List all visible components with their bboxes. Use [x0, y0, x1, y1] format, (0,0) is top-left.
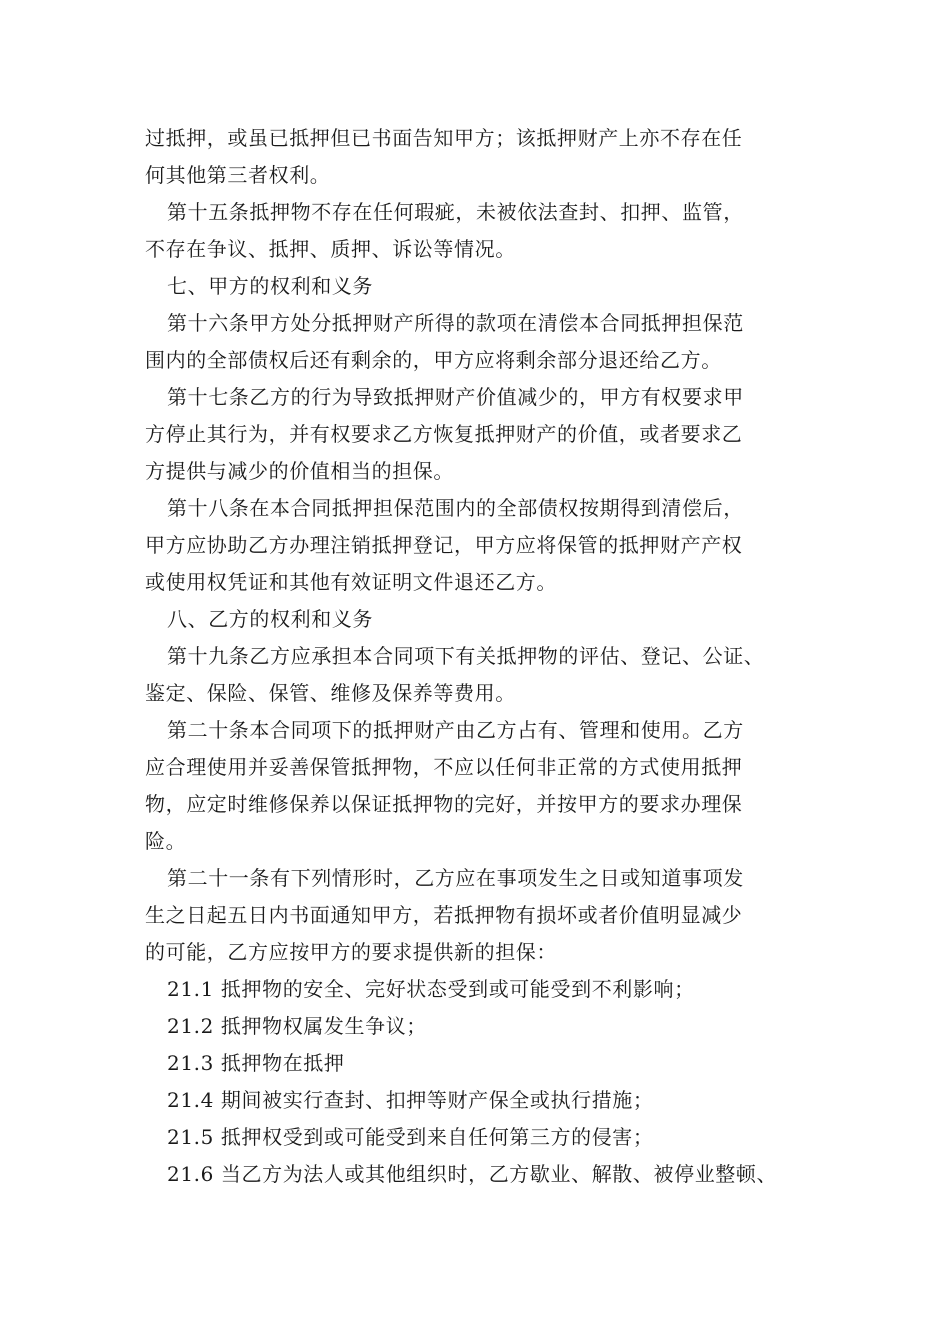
- clause-19-line: 第十九条乙方应承担本合同项下有关抵押物的评估、登记、公证、: [167, 644, 765, 668]
- list-item-21-1: 21.1 抵押物的安全、完好状态受到或可能受到不利影响；: [167, 977, 695, 1001]
- list-item-21-4: 21.4 期间被实行查封、扣押等财产保全或执行措施；: [167, 1088, 654, 1112]
- clause-15-line: 第十五条抵押物不存在任何瑕疵，未被依法查封、扣押、监管，: [167, 200, 744, 224]
- text-line: 生之日起五日内书面通知甲方，若抵押物有损坏或者价值明显减少: [145, 903, 743, 927]
- clause-16-line: 第十六条甲方处分抵押财产所得的款项在清偿本合同抵押担保范: [167, 311, 744, 335]
- text-line: 应合理使用并妥善保管抵押物，不应以任何非正常的方式使用抵押: [145, 755, 743, 779]
- text-line: 物，应定时维修保养以保证抵押物的完好，并按甲方的要求办理保: [145, 792, 743, 816]
- text-line: 甲方应协助乙方办理注销抵押登记，甲方应将保管的抵押财产产权: [145, 533, 743, 557]
- clause-17-line: 第十七条乙方的行为导致抵押财产价值减少的，甲方有权要求甲: [167, 385, 744, 409]
- section-heading-7: 七、甲方的权利和义务: [167, 274, 373, 298]
- text-line: 鉴定、保险、保管、维修及保养等费用。: [145, 681, 516, 705]
- list-item-21-3: 21.3 抵押物在抵押: [167, 1051, 345, 1075]
- list-item-21-2: 21.2 抵押物权属发生争议；: [167, 1014, 427, 1038]
- list-item-21-6: 21.6 当乙方为法人或其他组织时，乙方歇业、解散、被停业整顿、: [167, 1162, 778, 1186]
- text-line: 围内的全部债权后还有剩余的，甲方应将剩余部分退还给乙方。: [145, 348, 722, 372]
- clause-20-line: 第二十条本合同项下的抵押财产由乙方占有、管理和使用。乙方: [167, 718, 744, 742]
- text-line: 或使用权凭证和其他有效证明文件退还乙方。: [145, 570, 557, 594]
- document-body: [145, 120, 825, 1193]
- text-line: 险。: [145, 829, 187, 853]
- list-item-21-5: 21.5 抵押权受到或可能受到来自任何第三方的侵害；: [167, 1125, 654, 1149]
- text-line: 方停止其行为，并有权要求乙方恢复抵押财产的价值，或者要求乙: [145, 422, 743, 446]
- clause-21-line: 第二十一条有下列情形时，乙方应在事项发生之日或知道事项发: [167, 866, 744, 890]
- clause-18-line: 第十八条在本合同抵押担保范围内的全部债权按期得到清偿后，: [167, 496, 744, 520]
- text-line: 过抵押，或虽已抵押但已书面告知甲方；该抵押财产上亦不存在任: [145, 126, 743, 150]
- text-line: 方提供与减少的价值相当的担保。: [145, 459, 454, 483]
- text-line: 的可能，乙方应按甲方的要求提供新的担保：: [145, 940, 557, 964]
- text-line: 何其他第三者权利。: [145, 163, 331, 187]
- text-line: 不存在争议、抵押、质押、诉讼等情况。: [145, 237, 516, 261]
- section-heading-8: 八、乙方的权利和义务: [167, 607, 373, 631]
